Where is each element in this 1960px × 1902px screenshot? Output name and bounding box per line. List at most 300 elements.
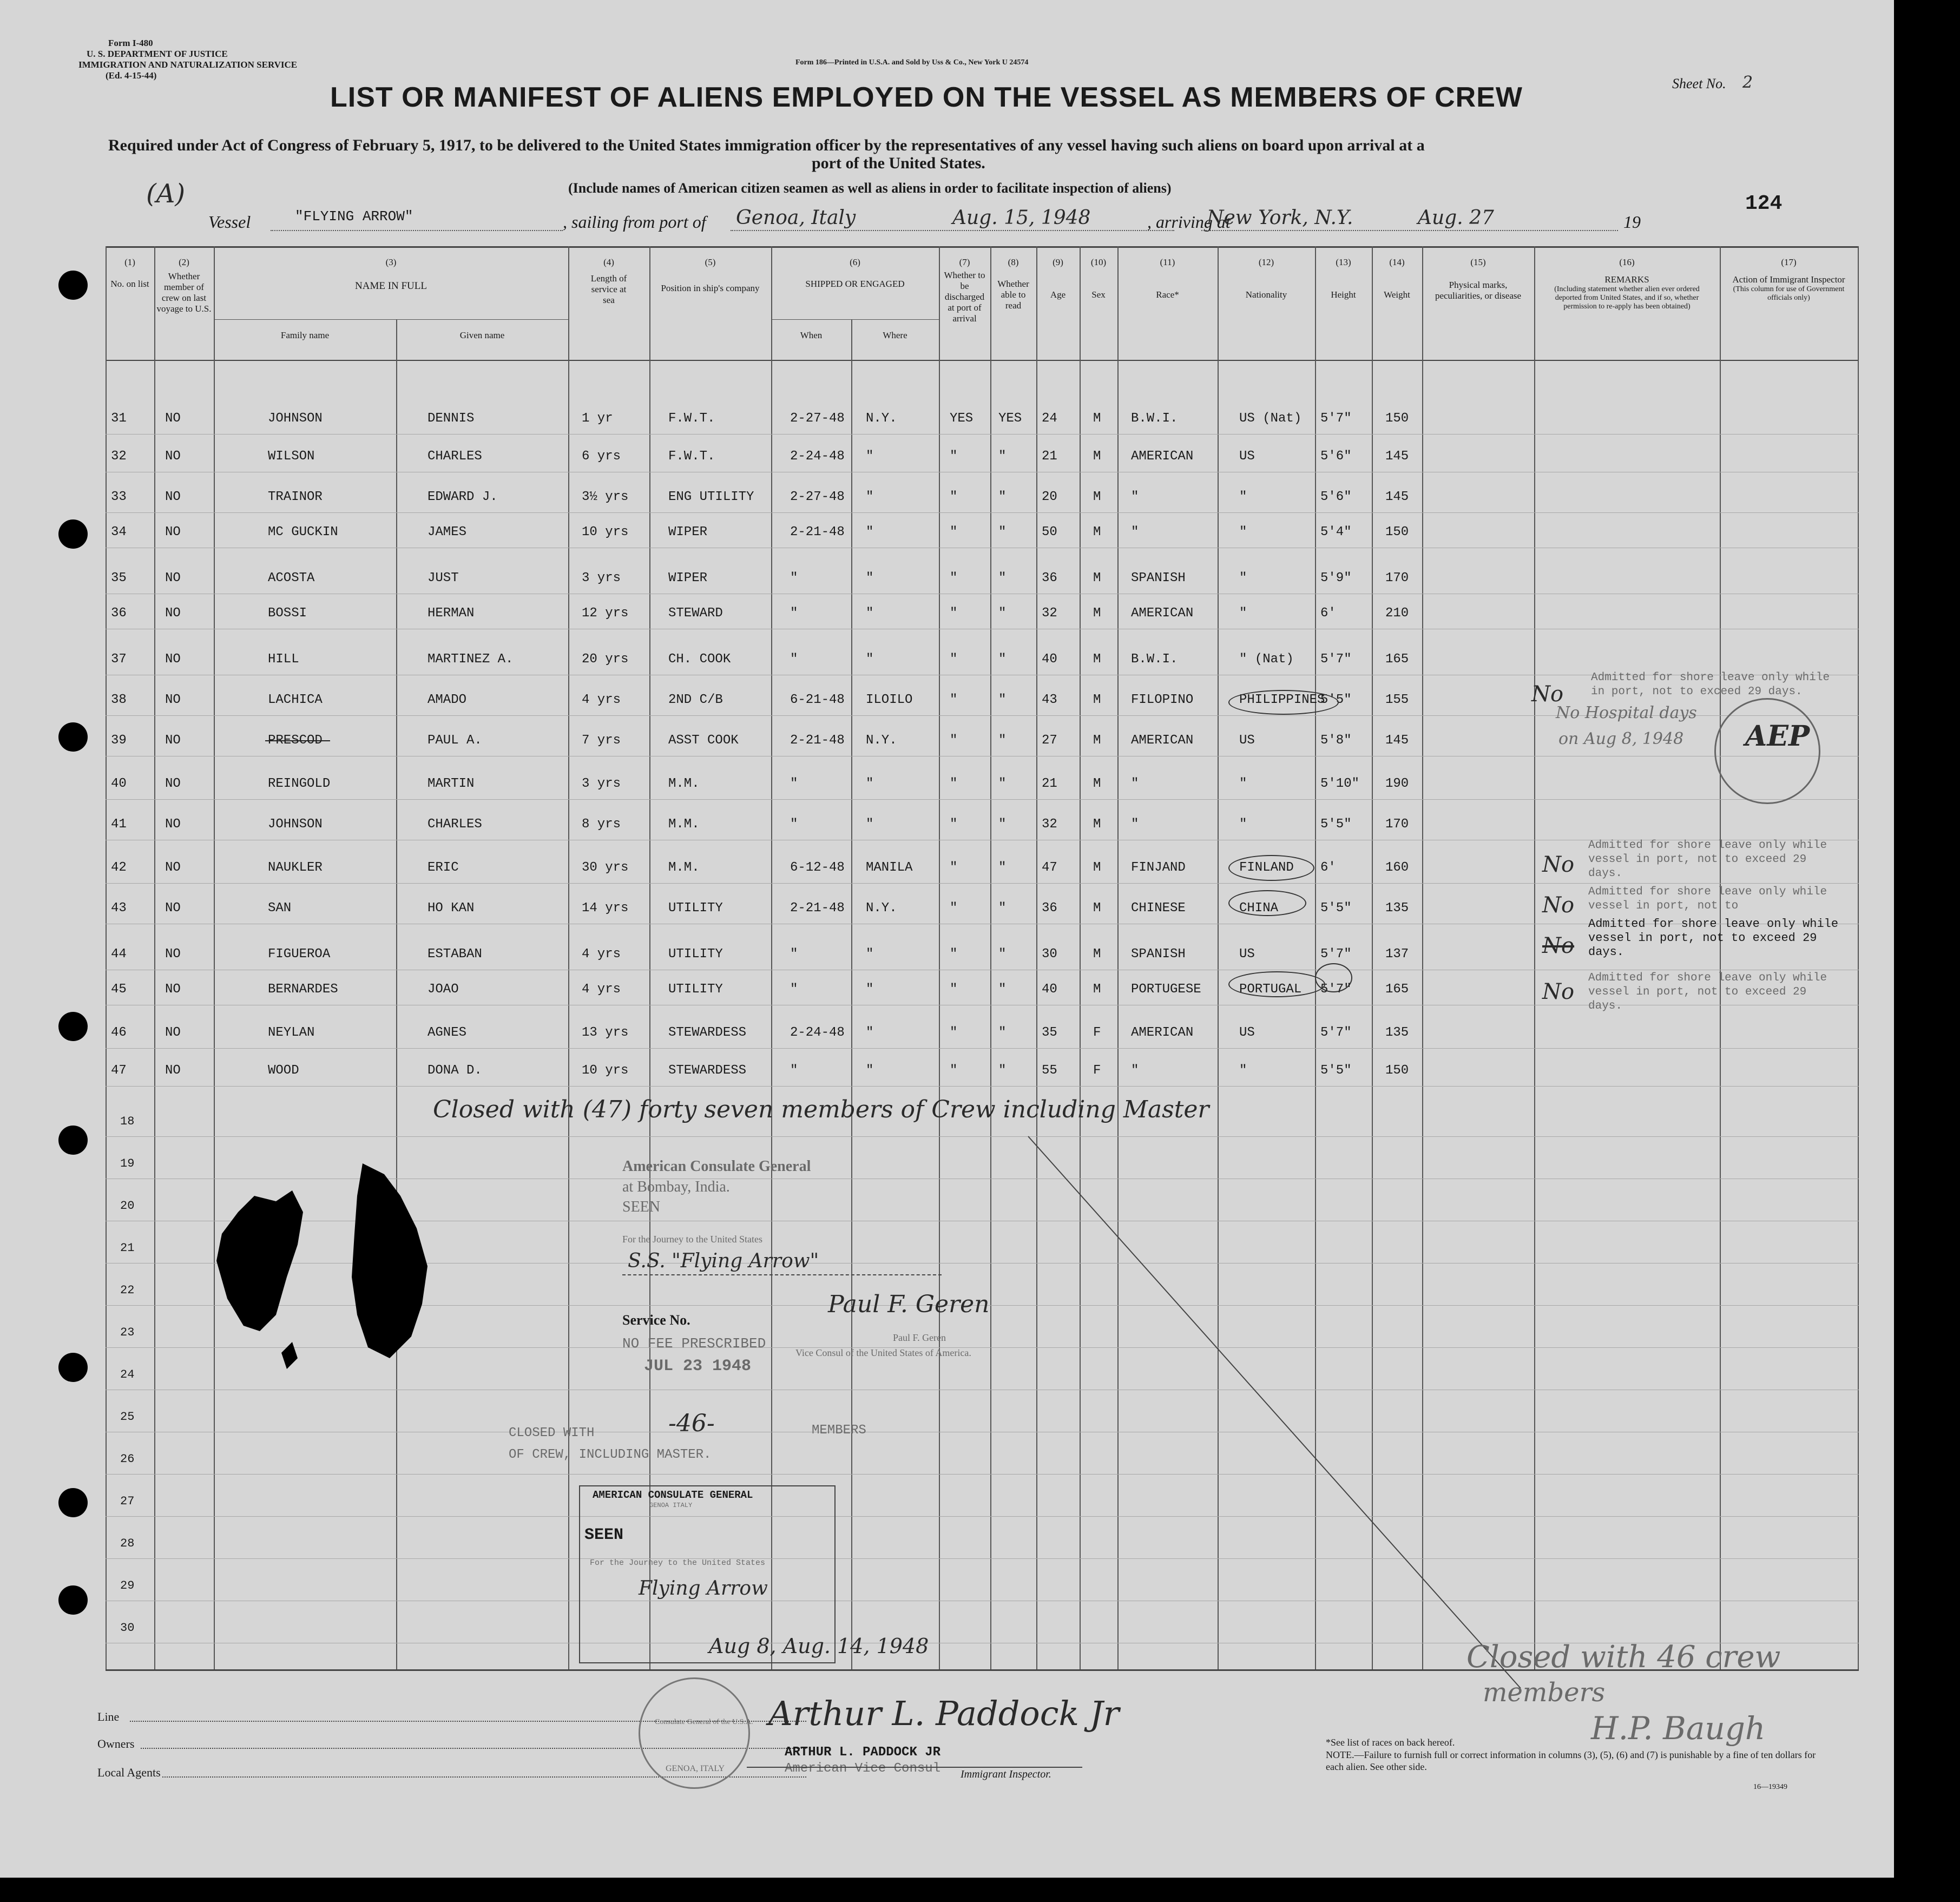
remark-row-43: Admitted for shore leave only while vessel in port, not to: [1588, 886, 1827, 912]
family-name-cell: BOSSI: [268, 606, 307, 621]
nationality-cell: ": [1239, 606, 1247, 621]
col4-header: (4) Length of service at sea: [590, 257, 627, 305]
prev-voyage-cell: NO: [165, 411, 181, 426]
service-cell: 10 yrs: [582, 1063, 629, 1078]
col8-header: (8) Whether able to read: [997, 257, 1029, 311]
height-cell: 5'5": [1320, 693, 1352, 707]
shipped-when-cell: ": [790, 817, 798, 832]
read-cell: ": [998, 1063, 1007, 1078]
shipped-when-cell: 2-24-48: [790, 1025, 845, 1040]
weight-cell: 150: [1385, 525, 1409, 539]
no-cell: 40: [111, 776, 127, 791]
prev-voyage-cell: NO: [165, 693, 181, 707]
discharge-cell: ": [950, 525, 958, 539]
discharge-cell: ": [950, 693, 958, 707]
weight-cell: 135: [1385, 901, 1409, 916]
sex-cell: F: [1093, 1025, 1101, 1040]
no-cell: 31: [111, 411, 127, 426]
prev-voyage-cell: NO: [165, 947, 181, 962]
shipped-where-cell: ": [866, 817, 874, 832]
required-line-2: port of the United States.: [812, 154, 985, 172]
consulate-seen: SEEN: [622, 1199, 660, 1215]
required-line-1: Required under Act of Congress of February 5, 1917, to be delivered to the United States immigration officer by the representatives of any vessel having such aliens on board upon arrival at a: [108, 136, 1425, 154]
row-number: 21: [120, 1241, 135, 1255]
weight-cell: 165: [1385, 652, 1409, 667]
closing-note: Closed with (47) forty seven members of Crew including Master: [433, 1096, 1209, 1123]
shipped-where-cell: ": [866, 652, 874, 667]
col17-header: (17) Action of Immigrant Inspector (This column for use of Government officials only): [1732, 257, 1845, 302]
age-cell: 55: [1042, 1063, 1057, 1078]
sex-cell: M: [1093, 693, 1101, 707]
given-name-cell: AGNES: [427, 1025, 467, 1040]
shipped-where-cell: ": [866, 1063, 874, 1078]
year-prefix: 19: [1623, 212, 1641, 232]
given-name-cell: JOAO: [427, 982, 459, 997]
nationality-cell: ": [1239, 525, 1247, 539]
read-cell: ": [998, 606, 1007, 621]
row-number: 18: [120, 1115, 135, 1128]
remark-no-42: No: [1542, 852, 1575, 877]
shipped-when-cell: 6-21-48: [790, 693, 845, 707]
prev-voyage-cell: NO: [165, 733, 181, 748]
read-cell: ": [998, 860, 1007, 875]
position-cell: F.W.T.: [668, 449, 715, 464]
nationality-cell: ": [1239, 490, 1247, 504]
consulate-journey: For the Journey to the United States: [622, 1234, 762, 1245]
where-header: Where: [883, 330, 907, 340]
underline: [622, 1274, 942, 1275]
shipped-when-cell: 2-21-48: [790, 901, 845, 916]
height-cell: 5'7": [1320, 652, 1352, 667]
discharge-cell: ": [950, 860, 958, 875]
read-cell: ": [998, 571, 1007, 585]
genoa-vessel: Flying Arrow: [639, 1577, 768, 1600]
race-cell: PORTUGESE: [1131, 982, 1201, 997]
service-cell: 4 yrs: [582, 693, 621, 707]
col11-header: (11) Race*: [1156, 257, 1179, 300]
read-cell: ": [998, 693, 1007, 707]
col6-header: (6) SHIPPED OR ENGAGED: [805, 257, 905, 289]
discharge-cell: ": [950, 490, 958, 504]
service-cell: 4 yrs: [582, 947, 621, 962]
prev-voyage-cell: NO: [165, 901, 181, 916]
prev-voyage-cell: NO: [165, 490, 181, 504]
row-number: 27: [120, 1495, 135, 1508]
race-cell: B.W.I.: [1131, 652, 1178, 667]
height-cell: 5'9": [1320, 571, 1352, 585]
nationality-cell: CHINA: [1239, 901, 1279, 916]
read-cell: ": [998, 817, 1007, 832]
remark-no-44: No: [1542, 933, 1575, 958]
shipped-when-cell: 2-21-48: [790, 525, 845, 539]
age-cell: 40: [1042, 982, 1057, 997]
row-number: 20: [120, 1199, 135, 1213]
genoa-journey: For the Journey to the United States: [590, 1558, 766, 1568]
position-cell: STEWARDESS: [668, 1063, 747, 1078]
prev-voyage-cell: NO: [165, 571, 181, 585]
shipped-where-cell: N.Y.: [866, 411, 897, 426]
shipped-where-cell: ": [866, 982, 874, 997]
no-fee: NO FEE PRESCRIBED: [622, 1335, 766, 1352]
height-cell: 5'7": [1320, 947, 1352, 962]
row-number: 19: [120, 1157, 135, 1170]
no-cell: 33: [111, 490, 127, 504]
col7-header: (7) Whether to be discharged at port of arrival: [944, 257, 985, 324]
seal-text: Consulate General of the U.S.A.: [655, 1718, 753, 1726]
service-cell: 4 yrs: [582, 982, 621, 997]
closed-46-note-2: members: [1483, 1677, 1606, 1708]
discharge-cell: YES: [950, 411, 974, 426]
position-cell: 2ND C/B: [668, 693, 723, 707]
age-cell: 43: [1042, 693, 1057, 707]
height-cell: 5'7": [1320, 982, 1352, 997]
service-cell: 10 yrs: [582, 525, 629, 539]
stamp-date: JUL 23 1948: [644, 1357, 752, 1376]
sex-cell: M: [1093, 411, 1101, 426]
weight-cell: 137: [1385, 947, 1409, 962]
read-cell: ": [998, 776, 1007, 791]
form-number: Form I-480: [108, 38, 153, 48]
col3-header: (3) NAME IN FULL: [355, 257, 427, 292]
sailing-label: , sailing from port of: [563, 212, 706, 232]
remark-row-38: Admitted for shore leave only while in port, not to exceed 29 days.: [1591, 672, 1830, 698]
given-name-cell: HERMAN: [427, 606, 475, 621]
remark-no-45: No: [1542, 979, 1575, 1004]
remark-row-44: Admitted for shore leave only while vessel in port, not to exceed 29 days.: [1588, 917, 1839, 959]
service-cell: 1 yr: [582, 411, 613, 426]
paddock-title: American Vice Consul: [785, 1761, 941, 1776]
discharge-cell: ": [950, 606, 958, 621]
prev-voyage-cell: NO: [165, 776, 181, 791]
genoa-line-2: GENOA ITALY: [649, 1502, 693, 1509]
age-cell: 21: [1042, 776, 1057, 791]
shipped-where-cell: ": [866, 571, 874, 585]
genoa-date: Aug 8, Aug. 14, 1948: [709, 1634, 929, 1658]
sex-cell: M: [1093, 606, 1101, 621]
position-cell: ASST COOK: [668, 733, 739, 748]
sheet-number: 2: [1742, 73, 1753, 92]
given-name-cell: JAMES: [427, 525, 467, 539]
remark-hand-38: No Hospital days: [1556, 703, 1697, 722]
sex-cell: M: [1093, 817, 1101, 832]
family-name-cell: MC GUCKIN: [268, 525, 338, 539]
age-cell: 21: [1042, 449, 1057, 464]
sex-cell: M: [1093, 525, 1101, 539]
family-name-cell: ACOSTA: [268, 571, 315, 585]
sex-cell: M: [1093, 776, 1101, 791]
race-cell: SPANISH: [1131, 571, 1186, 585]
handwritten-mark: (A): [146, 179, 186, 209]
height-cell: 6': [1320, 606, 1336, 621]
row-number: 25: [120, 1410, 135, 1424]
no-cell: 44: [111, 947, 127, 962]
height-cell: 5'5": [1320, 1063, 1352, 1078]
row-number: 26: [120, 1452, 135, 1466]
family-name-cell: WILSON: [268, 449, 315, 464]
given-name-cell: MARTINEZ A.: [427, 652, 514, 667]
age-cell: 20: [1042, 490, 1057, 504]
weight-cell: 165: [1385, 982, 1409, 997]
discharge-cell: ": [950, 733, 958, 748]
row-number: 29: [120, 1579, 135, 1592]
position-cell: WIPER: [668, 571, 708, 585]
family-name-cell: NAUKLER: [268, 860, 323, 875]
service-cell: 6 yrs: [582, 449, 621, 464]
sex-cell: M: [1093, 901, 1101, 916]
given-name-cell: CHARLES: [427, 449, 482, 464]
row-number: 23: [120, 1326, 135, 1339]
weight-cell: 135: [1385, 1025, 1409, 1040]
owners-label: Owners: [97, 1737, 135, 1750]
shipped-where-cell: N.Y.: [866, 901, 897, 916]
remark-hand-38b: on Aug 8, 1948: [1558, 729, 1684, 748]
race-cell: FILOPINO: [1131, 693, 1194, 707]
col10-header: (10) Sex: [1090, 257, 1107, 300]
service-cell: 13 yrs: [582, 1025, 629, 1040]
nationality-cell: PORTUGAL: [1239, 982, 1302, 997]
weight-cell: 150: [1385, 1063, 1409, 1078]
consul-name: Paul F. Geren: [893, 1332, 946, 1343]
seal-city: GENOA, ITALY: [666, 1764, 725, 1773]
height-cell: 5'7": [1320, 1025, 1352, 1040]
consul-title: Vice Consul of the United States of America.: [795, 1347, 971, 1358]
no-cell: 45: [111, 982, 127, 997]
nationality-cell: FINLAND: [1239, 860, 1294, 875]
shipped-when-cell: ": [790, 606, 798, 621]
given-name-header: Given name: [459, 330, 505, 340]
shipped-where-cell: MANILA: [866, 860, 913, 875]
race-cell: SPANISH: [1131, 947, 1186, 962]
prev-voyage-cell: NO: [165, 606, 181, 621]
ink-blot: [206, 1153, 455, 1380]
family-name-cell: PRESCOD: [268, 733, 323, 748]
race-cell: FINJAND: [1131, 860, 1186, 875]
family-name-cell: BERNARDES: [268, 982, 338, 997]
position-cell: CH. COOK: [668, 652, 731, 667]
no-cell: 38: [111, 693, 127, 707]
age-cell: 32: [1042, 817, 1057, 832]
nationality-cell: ": [1239, 776, 1247, 791]
read-cell: ": [998, 947, 1007, 962]
weight-cell: 150: [1385, 411, 1409, 426]
form-code: (Ed. 4-15-44): [106, 70, 157, 81]
age-cell: 24: [1042, 411, 1057, 426]
given-name-cell: DENNIS: [427, 411, 475, 426]
nationality-cell: US: [1239, 947, 1255, 962]
inspector-label: Immigrant Inspector.: [961, 1768, 1051, 1780]
nationality-cell: US: [1239, 449, 1255, 464]
weight-cell: 170: [1385, 571, 1409, 585]
races-note: *See list of races on back hereof.: [1326, 1737, 1455, 1748]
shipped-where-cell: ": [866, 449, 874, 464]
sheet-label: Sheet No.: [1672, 76, 1726, 91]
height-cell: 5'7": [1320, 411, 1352, 426]
no-cell: 34: [111, 525, 127, 539]
sex-cell: M: [1093, 449, 1101, 464]
no-cell: 36: [111, 606, 127, 621]
shipped-when-cell: 6-12-48: [790, 860, 845, 875]
race-cell: AMERICAN: [1131, 1025, 1194, 1040]
shipped-when-cell: ": [790, 1063, 798, 1078]
position-cell: UTILITY: [668, 901, 723, 916]
given-name-cell: JUST: [427, 571, 459, 585]
nationality-cell: ": [1239, 571, 1247, 585]
line-label: Line: [97, 1710, 120, 1723]
col15-header: (15) Physical marks, peculiarities, or disease: [1435, 257, 1522, 301]
age-cell: 50: [1042, 525, 1057, 539]
race-cell: CHINESE: [1131, 901, 1186, 916]
family-name-cell: WOOD: [268, 1063, 299, 1078]
read-cell: ": [998, 901, 1007, 916]
height-cell: 5'4": [1320, 525, 1352, 539]
shipped-when-cell: 2-27-48: [790, 411, 845, 426]
position-cell: M.M.: [668, 776, 700, 791]
no-cell: 46: [111, 1025, 127, 1040]
col16-header: (16) REMARKS (Including statement whether alien ever ordered deported from United States, and if so, whether permission to re-apply has been obtained): [1554, 257, 1700, 311]
discharge-cell: ": [950, 652, 958, 667]
race-cell: ": [1131, 525, 1139, 539]
age-cell: 36: [1042, 571, 1057, 585]
position-cell: UTILITY: [668, 947, 723, 962]
of-crew-label: OF CREW, INCLUDING MASTER.: [509, 1447, 712, 1462]
race-cell: ": [1131, 1063, 1139, 1078]
given-name-cell: DONA D.: [427, 1063, 482, 1078]
nationality-cell: " (Nat): [1239, 652, 1294, 667]
read-cell: ": [998, 982, 1007, 997]
shipped-when-cell: ": [790, 947, 798, 962]
shipped-where-cell: N.Y.: [866, 733, 897, 748]
no-cell: 41: [111, 817, 127, 832]
shipped-where-cell: ": [866, 947, 874, 962]
sex-cell: M: [1093, 947, 1101, 962]
read-cell: ": [998, 449, 1007, 464]
shipped-where-cell: ": [866, 776, 874, 791]
discharge-cell: ": [950, 449, 958, 464]
row-number: 24: [120, 1368, 135, 1381]
discharge-cell: ": [950, 947, 958, 962]
sex-cell: M: [1093, 733, 1101, 748]
closed-count: -46-: [668, 1410, 715, 1437]
departure-port: Genoa, Italy: [736, 207, 856, 229]
height-cell: 6': [1320, 860, 1336, 875]
position-cell: STEWARD: [668, 606, 723, 621]
read-cell: YES: [998, 411, 1022, 426]
service-cell: 30 yrs: [582, 860, 629, 875]
weight-cell: 170: [1385, 817, 1409, 832]
consulate-line-2: at Bombay, India.: [622, 1179, 730, 1195]
position-cell: M.M.: [668, 817, 700, 832]
shipped-where-cell: ILOILO: [866, 693, 913, 707]
family-name-cell: FIGUEROA: [268, 947, 331, 962]
race-cell: AMERICAN: [1131, 449, 1194, 464]
consulate-vessel: S.S. "Flying Arrow": [628, 1250, 819, 1272]
race-cell: ": [1131, 817, 1139, 832]
page-number: 124: [1745, 192, 1783, 215]
read-cell: ": [998, 490, 1007, 504]
page-title: LIST OR MANIFEST OF ALIENS EMPLOYED ON THE VESSEL AS MEMBERS OF CREW: [330, 82, 1523, 113]
consul-signature: Paul F. Geren: [828, 1291, 990, 1318]
paddock-name: ARTHUR L. PADDOCK JR: [785, 1745, 941, 1760]
closed-46-note: Closed with 46 crew: [1466, 1640, 1781, 1675]
consulate-line-1: American Consulate General: [622, 1158, 811, 1175]
printer-line: Form 186—Printed in U.S.A. and Sold by Uss & Co., New York U 24574: [795, 58, 1029, 67]
weight-cell: 145: [1385, 449, 1409, 464]
given-name-cell: ERIC: [427, 860, 459, 875]
closed-with-label: CLOSED WITH: [509, 1426, 595, 1440]
weight-cell: 145: [1385, 733, 1409, 748]
shipped-when-cell: ": [790, 652, 798, 667]
discharge-cell: ": [950, 1063, 958, 1078]
prev-voyage-cell: NO: [165, 982, 181, 997]
height-cell: 5'8": [1320, 733, 1352, 748]
family-name-cell: TRAINOR: [268, 490, 323, 504]
remark-row-45: Admitted for shore leave only while vessel in port, not to exceed 29 days.: [1588, 972, 1827, 1012]
age-cell: 27: [1042, 733, 1057, 748]
age-cell: 32: [1042, 606, 1057, 621]
height-cell: 5'6": [1320, 490, 1352, 504]
shipped-where-cell: ": [866, 1025, 874, 1040]
position-cell: M.M.: [668, 860, 700, 875]
service-cell: 8 yrs: [582, 817, 621, 832]
genoa-seen: SEEN: [584, 1526, 624, 1544]
height-cell: 5'5": [1320, 817, 1352, 832]
arrival-date: Aug. 27: [1418, 207, 1494, 229]
height-cell: 5'6": [1320, 449, 1352, 464]
service-cell: 3½ yrs: [582, 490, 629, 504]
given-name-cell: PAUL A.: [427, 733, 482, 748]
no-cell: 32: [111, 449, 127, 464]
nationality-cell: US (Nat): [1239, 411, 1302, 426]
footnote: NOTE.—Failure to furnish full or correct information in columns (3), (5), (6) and (7) is punishable by a fine of ten dollars for each alien. See other side.: [1326, 1749, 1816, 1772]
service-cell: 12 yrs: [582, 606, 629, 621]
race-cell: AMERICAN: [1131, 733, 1194, 748]
no-cell: 42: [111, 860, 127, 875]
age-cell: 47: [1042, 860, 1057, 875]
col12-header: (12) Nationality: [1245, 257, 1287, 300]
sex-cell: F: [1093, 1063, 1101, 1078]
given-name-cell: AMADO: [427, 693, 467, 707]
position-cell: WIPER: [668, 525, 708, 539]
age-cell: 36: [1042, 901, 1057, 916]
paddock-signature: Arthur L. Paddock Jr: [768, 1694, 1120, 1733]
weight-cell: 155: [1385, 693, 1409, 707]
no-cell: 47: [111, 1063, 127, 1078]
prev-voyage-cell: NO: [165, 860, 181, 875]
given-name-cell: EDWARD J.: [427, 490, 498, 504]
service-cell: 14 yrs: [582, 901, 629, 916]
weight-cell: 210: [1385, 606, 1409, 621]
position-cell: STEWARDESS: [668, 1025, 747, 1040]
sex-cell: M: [1093, 860, 1101, 875]
position-cell: ENG UTILITY: [668, 490, 754, 504]
read-cell: ": [998, 652, 1007, 667]
prev-voyage-cell: NO: [165, 449, 181, 464]
inspector-initials: AEP: [1745, 720, 1810, 753]
read-cell: ": [998, 733, 1007, 748]
age-cell: 30: [1042, 947, 1057, 962]
age-cell: 35: [1042, 1025, 1057, 1040]
remark-row-42: Admitted for shore leave only while vessel in port, not to exceed 29 days.: [1588, 839, 1827, 880]
row-number: 22: [120, 1284, 135, 1297]
service-cell: 3 yrs: [582, 571, 621, 585]
sex-cell: M: [1093, 571, 1101, 585]
nationality-cell: US: [1239, 733, 1255, 748]
family-name-cell: REINGOLD: [268, 776, 331, 791]
position-cell: F.W.T.: [668, 411, 715, 426]
underline: [747, 1767, 1082, 1768]
sex-cell: M: [1093, 982, 1101, 997]
members-label: MEMBERS: [812, 1423, 866, 1438]
